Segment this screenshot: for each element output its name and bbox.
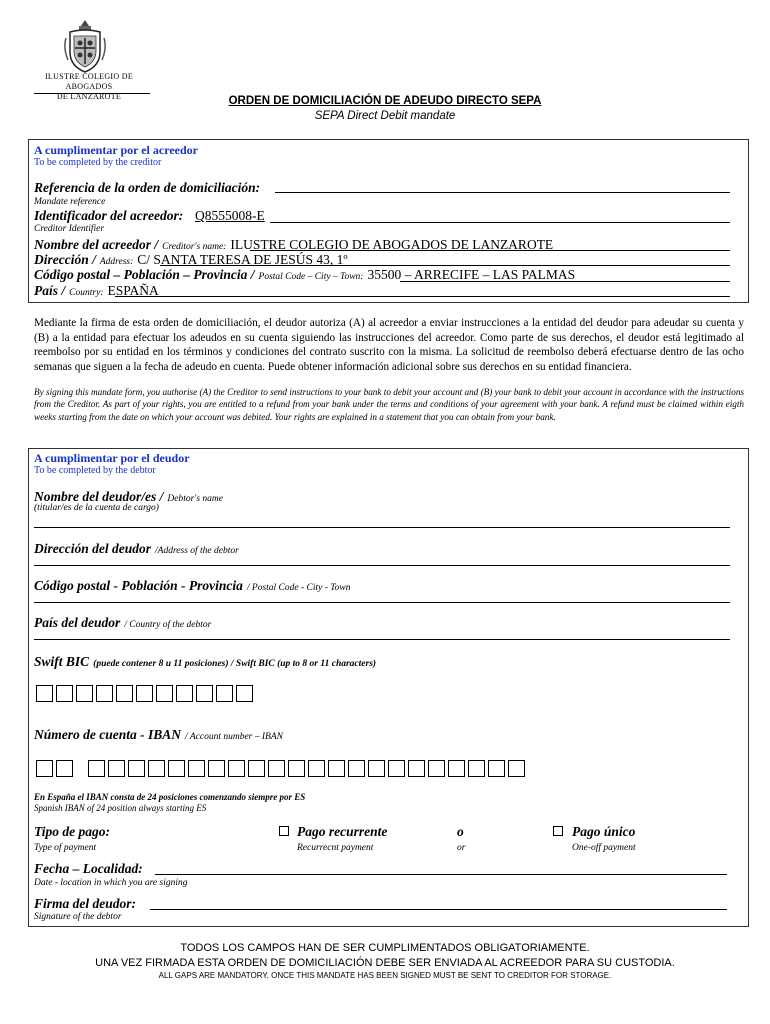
iban-char-box[interactable]: [268, 760, 285, 777]
debtor-name-label: Nombre del deudor/es /: [34, 489, 164, 504]
debtor-country-label: País del deudor: [34, 615, 121, 630]
iban-char-box[interactable]: [128, 760, 145, 777]
debtor-address-field[interactable]: [34, 564, 730, 566]
recurrent-payment-en: Recurrecnt payment: [297, 843, 374, 853]
bic-char-box[interactable]: [196, 685, 213, 702]
bic-char-box[interactable]: [216, 685, 233, 702]
iban-char-box[interactable]: [488, 760, 505, 777]
creditor-postal-line: [400, 281, 730, 282]
iban-char-box[interactable]: [108, 760, 125, 777]
header-divider: [34, 93, 150, 94]
iban-note-es: En España el IBAN consta de 24 posiciones comenzando siempre por ES: [34, 792, 306, 802]
iban-char-box[interactable]: [308, 760, 325, 777]
document-title: ORDEN DE DOMICILIACIÓN DE ADEUDO DIRECTO SEPA: [228, 95, 542, 107]
creditor-address-en: Address:: [99, 257, 134, 267]
creditor-postal-label: Código postal – Población – Provincia /: [34, 267, 255, 282]
debtor-address-row: [34, 540, 239, 558]
college-coat-of-arms-icon: [60, 18, 110, 74]
iban-label-en: / Account number – IBAN: [185, 732, 283, 742]
creditor-heading: A cumplimentar por el acreedor: [34, 143, 198, 157]
iban-char-box[interactable]: [448, 760, 465, 777]
payment-type-en: Type of payment: [34, 843, 97, 853]
debtor-country-row: [34, 614, 211, 632]
bic-char-box[interactable]: [176, 685, 193, 702]
mandate-reference-label: Referencia de la orden de domiciliación:: [34, 180, 261, 195]
creditor-identifier-line: [270, 222, 730, 223]
debtor-country-field[interactable]: [34, 638, 730, 640]
debtor-heading-en: To be completed by the debtor: [34, 465, 156, 476]
iban-char-box[interactable]: [468, 760, 485, 777]
iban-account-boxes[interactable]: [88, 760, 525, 777]
debtor-name-en: Debtor's name: [167, 494, 223, 504]
creditor-identifier-en: Creditor Identifier: [34, 224, 105, 234]
footer-line-1: TODOS LOS CAMPOS HAN DE SER CUMPLIMENTADOS OBLIGATORIAMENTE.: [180, 942, 590, 954]
debtor-address-label: Dirección del deudor: [34, 541, 151, 556]
creditor-country-label: País /: [34, 283, 66, 298]
iban-char-box[interactable]: [328, 760, 345, 777]
iban-char-box[interactable]: [56, 760, 73, 777]
bic-char-box[interactable]: [236, 685, 253, 702]
debtor-heading: A cumplimentar por el deudor: [34, 451, 190, 465]
or-label: o: [457, 824, 464, 839]
debtor-name-field[interactable]: [34, 526, 730, 528]
iban-char-box[interactable]: [188, 760, 205, 777]
legal-text-en: By signing this mandate form, you authorise (A) the Creditor to send instructions to your bank to debit your account and (B) your bank to debit your account in accordance with the instructions from the Creditor. As part of your rights, you are entitled to a refund from your bank under the terms and conditions of your agreement with your bank. A refund must be claimed within eigth weeks starting from the date on which your account was debited. Your rights are explained in a statement that you can obtain from your bank.: [34, 387, 744, 422]
iban-char-box[interactable]: [248, 760, 265, 777]
creditor-postal-value: 35500 – ARRECIFE – LAS PALMAS: [367, 267, 576, 282]
creditor-identifier-value: Q8555008-E: [195, 208, 265, 223]
legal-text-es: Mediante la firma de esta orden de domiciliación, el deudor autoriza (A) al acreedor a enviar instrucciones a la entidad del deudor para adeudar su cuenta y (B) a la entidad para efectuar los adeudos en su cuenta siguiendo las instrucciones del acreedor. Como parte de sus derechos, el deudor está legitimado al reembolso por su entidad en los términos y condiciones del contrato suscrito con la misma. La solicitud de reembolso deberá efectuarse dentro de las ocho semanas que siguen a la fecha de adeudo en cuenta. Puede obtener información adicional sobre sus derechos en su entidad financiera.: [34, 317, 744, 373]
iban-input-boxes[interactable]: [36, 760, 525, 777]
date-location-label: Fecha – Localidad:: [34, 861, 143, 876]
iban-char-box[interactable]: [88, 760, 105, 777]
iban-char-box[interactable]: [288, 760, 305, 777]
creditor-name-value: ILUSTRE COLEGIO DE ABOGADOS DE LANZAROTE: [230, 237, 554, 252]
mandate-reference-field[interactable]: [275, 192, 730, 193]
signature-en: Signature of the debtor: [34, 912, 122, 922]
iban-char-box[interactable]: [348, 760, 365, 777]
creditor-country-row: [34, 282, 159, 300]
iban-char-box[interactable]: [388, 760, 405, 777]
iban-char-box[interactable]: [36, 760, 53, 777]
bic-char-box[interactable]: [36, 685, 53, 702]
iban-char-box[interactable]: [508, 760, 525, 777]
document-subtitle: SEPA Direct Debit mandate: [314, 110, 456, 122]
signature-label: Firma del deudor:: [34, 896, 137, 911]
signature-field[interactable]: [150, 909, 727, 910]
iban-char-box[interactable]: [428, 760, 445, 777]
bic-input-boxes[interactable]: [36, 685, 253, 702]
creditor-name-en: Creditor's name:: [162, 242, 227, 252]
bic-char-box[interactable]: [136, 685, 153, 702]
footer-line-3: ALL GAPS ARE MANDATORY. ONCE THIS MANDATE HAS BEEN SIGNED MUST BE SENT TO CREDITOR FOR STORAGE.: [158, 971, 612, 980]
bic-char-box[interactable]: [56, 685, 73, 702]
iban-char-box[interactable]: [168, 760, 185, 777]
oneoff-payment-checkbox[interactable]: [553, 826, 563, 836]
iban-row: [34, 726, 283, 744]
creditor-name-label: Nombre del acreedor /: [34, 237, 159, 252]
college-name: ILUSTRE COLEGIO DE ABOGADOS DE LANZAROTE: [44, 72, 134, 101]
bic-char-box[interactable]: [76, 685, 93, 702]
bic-char-box[interactable]: [156, 685, 173, 702]
debtor-postal-en: / Postal Code - City - Town: [246, 583, 351, 593]
iban-note-en: Spanish IBAN of 24 position always starting ES: [34, 803, 207, 813]
creditor-address-label: Dirección /: [34, 252, 96, 267]
creditor-identifier-label: Identificador del acreedor:: [34, 208, 184, 223]
oneoff-payment-label: Pago único: [572, 824, 636, 839]
or-label-en: or: [457, 843, 466, 853]
creditor-country-line: [115, 296, 730, 297]
creditor-country-en: Country:: [69, 288, 104, 298]
iban-label: Número de cuenta - IBAN: [34, 727, 182, 742]
recurrent-payment-checkbox[interactable]: [279, 826, 289, 836]
bic-char-box[interactable]: [116, 685, 133, 702]
iban-char-box[interactable]: [148, 760, 165, 777]
iban-char-box[interactable]: [228, 760, 245, 777]
iban-char-box[interactable]: [368, 760, 385, 777]
creditor-heading-en: To be completed by the creditor: [34, 157, 162, 168]
mandate-reference-en: Mandate reference: [34, 197, 106, 207]
footer-line-2: UNA VEZ FIRMADA ESTA ORDEN DE DOMICILIACIÓN DEBE SER ENVIADA AL ACREEDOR PARA SU CUSTODIA.: [95, 957, 675, 969]
debtor-address-en: /Address of the debtor: [155, 546, 239, 556]
iban-char-box[interactable]: [408, 760, 425, 777]
date-location-en: Date - location in which you are signing: [34, 878, 188, 888]
creditor-country-value: ESPAÑA: [107, 283, 159, 298]
recurrent-payment-label: Pago recurrente: [297, 824, 388, 839]
bic-char-box[interactable]: [96, 685, 113, 702]
creditor-postal-en: Postal Code – City – Town:: [258, 272, 364, 282]
date-location-field[interactable]: [155, 874, 727, 875]
payment-type-label: Tipo de pago:: [34, 824, 110, 839]
iban-country-boxes[interactable]: [36, 760, 73, 777]
debtor-postal-row: [34, 577, 351, 595]
debtor-name-note: (titular/es de la cuenta de cargo): [34, 503, 159, 513]
bic-row: [34, 653, 376, 671]
oneoff-payment-en: One-off payment: [572, 843, 636, 853]
bic-label: Swift BIC: [34, 654, 90, 669]
debtor-country-en: / Country of the debtor: [124, 620, 212, 630]
debtor-postal-field[interactable]: [34, 601, 730, 603]
creditor-address-value: C/ SANTA TERESA DE JESÚS 43, 1º: [137, 252, 348, 267]
bic-label-en: (puede contener 8 u 11 posiciones) / Swift BIC (up to 8 or 11 characters): [93, 659, 377, 669]
iban-char-box[interactable]: [208, 760, 225, 777]
debtor-postal-label: Código postal - Población - Provincia: [34, 578, 243, 593]
